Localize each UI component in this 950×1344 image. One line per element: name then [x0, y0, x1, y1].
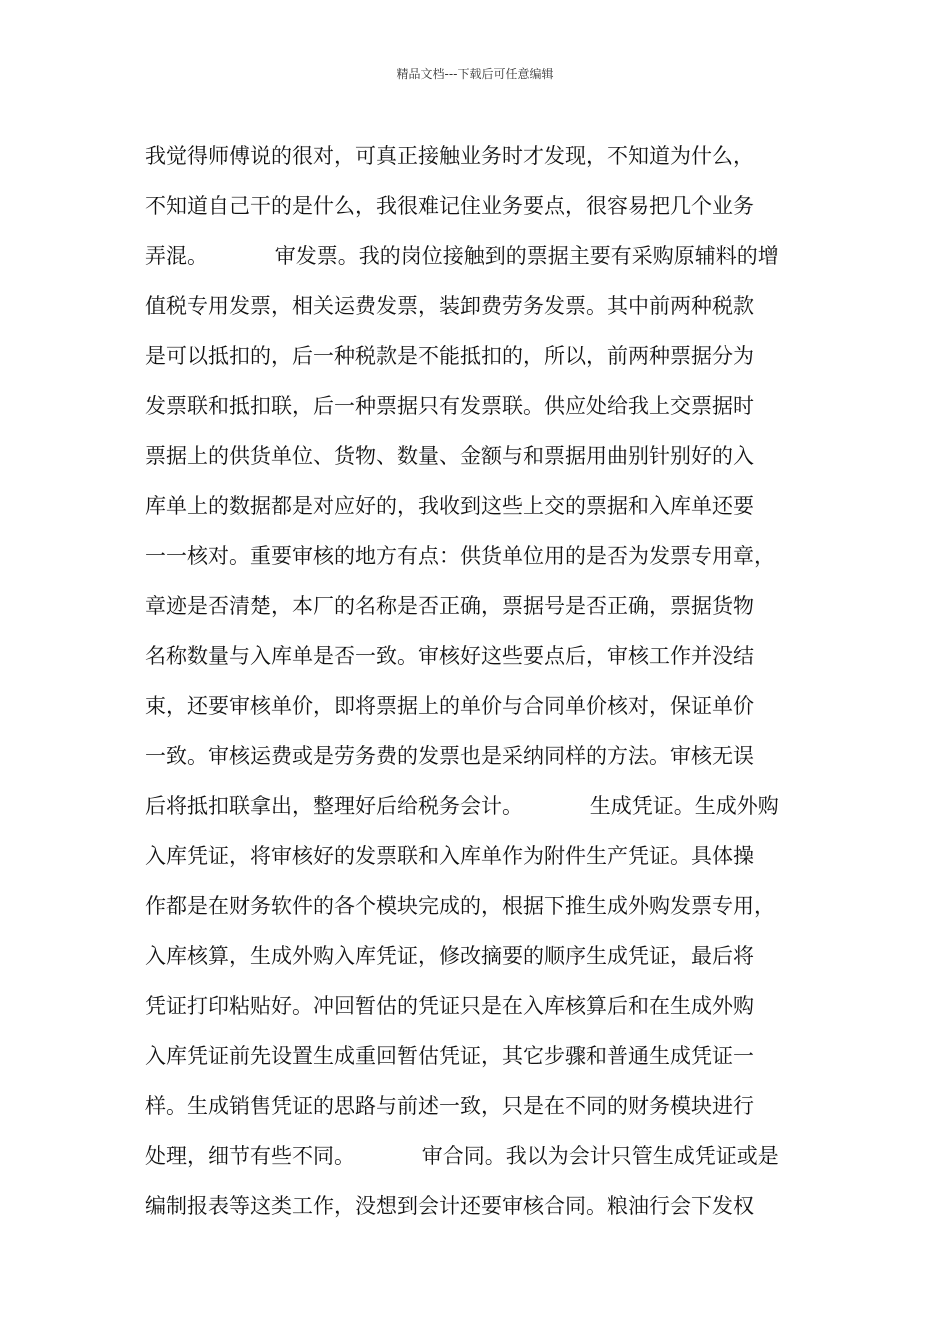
text-line-19: 入库凭证前先设置生成重回暂估凭证，其它步骤和普通生成凭证一 — [145, 1044, 754, 1068]
text-line-12: 束，还要审核单价，即将票据上的单价与合同单价核对，保证单价 — [145, 694, 754, 718]
text-line-16: 作都是在财务软件的各个模块完成的，根据下推生成外购发票专用， — [145, 894, 775, 918]
page-header: 精品文档---下载后可任意编辑 — [396, 67, 554, 81]
text-line-18: 凭证打印粘贴好。冲回暂估的凭证只是在入库核算后和在生成外购 — [145, 994, 754, 1018]
text-line-8: 库单上的数据都是对应好的，我收到这些上交的票据和入库单还要 — [145, 494, 754, 518]
text-line-20: 样。生成销售凭证的思路与前述一致，只是在不同的财务模块进行 — [145, 1094, 754, 1118]
text-line-14: 后将抵扣联拿出，整理好后给税务会计。 生成凭证。生成外购 — [145, 794, 779, 818]
text-line-3: 弄混。 审发票。我的岗位接触到的票据主要有采购原辅料的增 — [145, 244, 779, 268]
text-line-5: 是可以抵扣的，后一种税款是不能抵扣的，所以，前两种票据分为 — [145, 344, 754, 368]
text-line-6: 发票联和抵扣联，后一种票据只有发票联。供应处给我上交票据时 — [145, 394, 754, 418]
text-line-17: 入库核算，生成外购入库凭证，修改摘要的顺序生成凭证，最后将 — [145, 944, 754, 968]
text-line-22: 编制报表等这类工作，没想到会计还要审核合同。粮油行会下发权 — [145, 1194, 754, 1218]
text-line-4: 值税专用发票，相关运费发票，装卸费劳务发票。其中前两种税款 — [145, 294, 754, 318]
text-line-21: 处理，细节有些不同。 审合同。我以为会计只管生成凭证或是 — [145, 1144, 779, 1168]
text-line-9: 一一核对。重要审核的地方有点：供货单位用的是否为发票专用章， — [145, 544, 775, 568]
text-line-15: 入库凭证，将审核好的发票联和入库单作为附件生产凭证。具体操 — [145, 844, 754, 868]
text-line-13: 一致。审核运费或是劳务费的发票也是采纳同样的方法。审核无误 — [145, 744, 754, 768]
text-line-1: 我觉得师傅说的很对，可真正接触业务时才发现，不知道为什么， — [145, 144, 754, 168]
text-line-2: 不知道自己干的是什么，我很难记住业务要点，很容易把几个业务 — [145, 194, 754, 218]
text-line-7: 票据上的供货单位、货物、数量、金额与和票据用曲别针别好的入 — [145, 444, 754, 468]
text-line-10: 章迹是否清楚，本厂的名称是否正确，票据号是否正确，票据货物 — [145, 594, 754, 618]
body-text — [145, 131, 825, 1231]
text-line-11: 名称数量与入库单是否一致。审核好这些要点后，审核工作并没结 — [145, 644, 754, 668]
